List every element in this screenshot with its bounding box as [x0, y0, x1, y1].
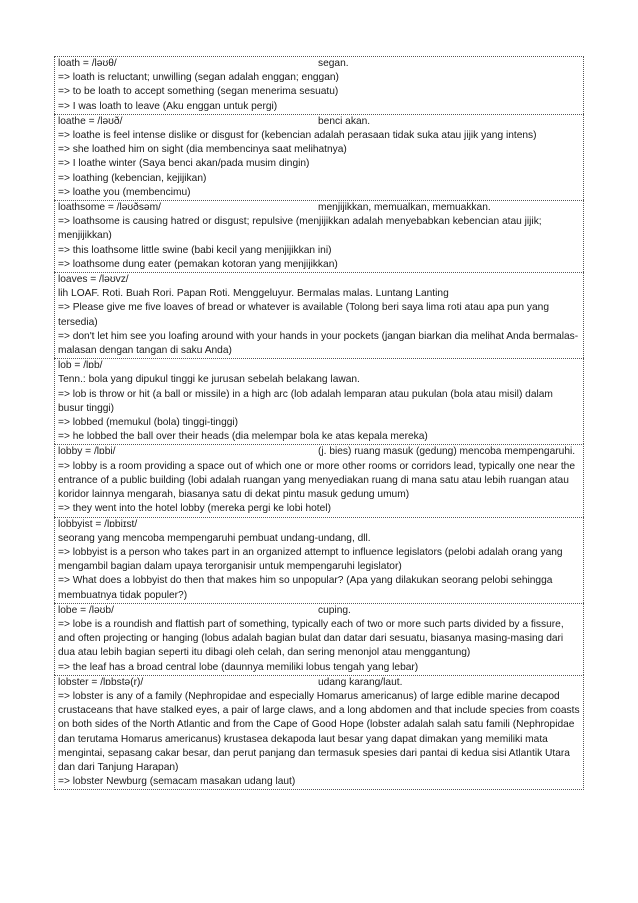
example-line: => lobster Newburg (semacam masakan udang laut) [58, 776, 296, 788]
example-line: => to be loath to accept something (segan menerima sesuatu) [58, 86, 339, 98]
headword: lobster = /lɒbstə(r)/ [58, 676, 144, 688]
entry-lobbyist [54, 517, 584, 603]
example-line: => I loathe winter (Saya benci akan/pada musim dingin) [58, 158, 310, 170]
gloss: menjijikkan, memualkan, memuakkan. [318, 202, 491, 214]
example-line: => What does a lobbyist do then that makes him so unpopular? (Apa yang dilakukan seorang pelobi sehingga membuatnya tidak populer?) [58, 575, 553, 601]
definition-line: => loath is reluctant; unwilling (segan adalah enggan; enggan) [58, 72, 339, 84]
definition-line: => loathe is feel intense dislike or disgust for (kebencian adalah perasaan tidak suka atau jijik yang intens) [58, 130, 537, 142]
entry-header [58, 201, 581, 215]
headword: loath = /ləʊθ/ [58, 58, 117, 69]
entry-loathe [54, 114, 584, 200]
gloss: benci akan. [318, 115, 371, 127]
example-line: => the leaf has a broad central lobe (daunnya memiliki lobus tengah yang lebar) [58, 661, 419, 673]
gloss: segan. [318, 58, 349, 69]
example-line: => loathe you (membencimu) [58, 186, 191, 198]
example-line: => lobbed (memukul (bola) tinggi-tinggi) [58, 417, 239, 429]
entry-lobe [54, 603, 584, 675]
example-line: => this loathsome little swine (babi kecil yang menjijikkan ini) [58, 244, 332, 256]
headword: lob = /lɒb/ [58, 360, 103, 372]
entry-header [58, 273, 581, 301]
example-line: => Please give me five loaves of bread or whatever is available (Tolong beri saya lima roti atau apa pun yang tersedia) [58, 302, 549, 328]
gloss: (j. bies) ruang masuk (gedung) mencoba mempengaruhi. [318, 446, 576, 458]
headword: loathe = /ləʊð/ [58, 115, 123, 127]
gloss: Tenn.: bola yang dipukul tinggi ke jurusan sebelah belakang lawan. [58, 374, 360, 386]
entry-header [58, 518, 581, 546]
headword: lobby = /lɒbi/ [58, 446, 116, 458]
headword: loaves = /ləʊvz/ [58, 274, 129, 286]
dictionary-page [54, 56, 584, 790]
entry-header [58, 115, 581, 129]
entry-header [58, 57, 581, 71]
definition-line: => loathsome is causing hatred or disgust; repulsive (menjijikkan adalah menyebabkan kebencian atau jijik; menjijikkan) [58, 216, 542, 242]
entry-lob [54, 358, 584, 444]
example-line: => I was loath to leave (Aku enggan untuk pergi) [58, 100, 278, 112]
entry-loathsome [54, 200, 584, 272]
gloss: cuping. [318, 604, 351, 616]
headword: lobe = /ləʊb/ [58, 604, 114, 616]
gloss: seorang yang mencoba mempengaruhi pembuat undang-undang, dll. [58, 532, 371, 544]
example-line: => loathing (kebencian, kejijikan) [58, 172, 207, 184]
definition-line: => lobe is a roundish and flattish part of something, typically each of two or more such parts divided by a fissure, and often projecting or hanging (lobus adalah bagian bulat dan datar dari sesuatu, biasanya masing-masing dari dua atau lebih bagian seperti itu dibagi oleh celah, dan sering menonjol atau menggantung) [58, 618, 564, 659]
example-line: => he lobbed the ball over their heads (dia melempar bola ke atas kepala mereka) [58, 431, 428, 443]
headword: lobbyist = /lɒbiɪst/ [58, 518, 138, 530]
headword: loathsome = /ləʊðsəm/ [58, 202, 161, 214]
example-line: => they went into the hotel lobby (mereka pergi ke lobi hotel) [58, 503, 331, 515]
definition-line: => lobbyist is a person who takes part in an organized attempt to influence legislators (pelobi adalah orang yang mengambil bagian dalam upaya terorganisir untuk mempengaruhi legislator) [58, 546, 563, 573]
definition-line: => lobster is any of a family (Nephropidae and especially Homarus americanus) of large edible marine decapod crustaceans that have stalked eyes, a pair of large claws, and a long abdomen and that include species from coasts on both sides of the North Atlantic and from the Cape of Good Hope (lobster adalah salah satu famili (Nephropidae dan terutama Homarus americanus) krustasea dekapoda laut besar yang dapat dimakan yang memiliki mata mengintai, sepasang cakar besar, dan perut panjang dan termasuk spesies dari pantai di kedua sisi Atlantik Utara dan dari Tanjung Harapan) [58, 690, 580, 773]
entry-header [58, 676, 581, 690]
example-line: => loathsome dung eater (pemakan kotoran yang menjijikkan) [58, 258, 338, 270]
definition-line: => lob is throw or hit (a ball or missile) in a high arc (lob adalah lemparan atau pukulan (bola atau misil) dalam busur tinggi) [58, 388, 553, 414]
entry-lobby [54, 444, 584, 516]
gloss: udang karang/laut. [318, 676, 403, 688]
entry-header [58, 604, 581, 618]
entry-loath [54, 56, 584, 114]
entry-loaves [54, 272, 584, 358]
gloss: lih LOAF. Roti. Buah Rori. Papan Roti. Menggeluyur. Bermalas malas. Luntang Lanting [58, 288, 449, 300]
entry-header [58, 445, 581, 459]
entry-header [58, 359, 581, 387]
example-line: => don't let him see you loafing around with your hands in your pockets (jangan biarkan dia melihat Anda bermalas-malasan dengan tangan di saku Anda) [58, 330, 579, 357]
definition-line: => lobby is a room providing a space out of which one or more other rooms or corridors lead, typically one near the entrance of a public building (lobi adalah ruangan yang menyediakan ruang di mana satu atau lebih ruangan atau koridor lainnya mengarah, biasanya satu di dekat pintu masuk gedung umum) [58, 460, 576, 501]
example-line: => she loathed him on sight (dia membencinya saat melihatnya) [58, 144, 347, 156]
entry-lobster [54, 675, 584, 791]
